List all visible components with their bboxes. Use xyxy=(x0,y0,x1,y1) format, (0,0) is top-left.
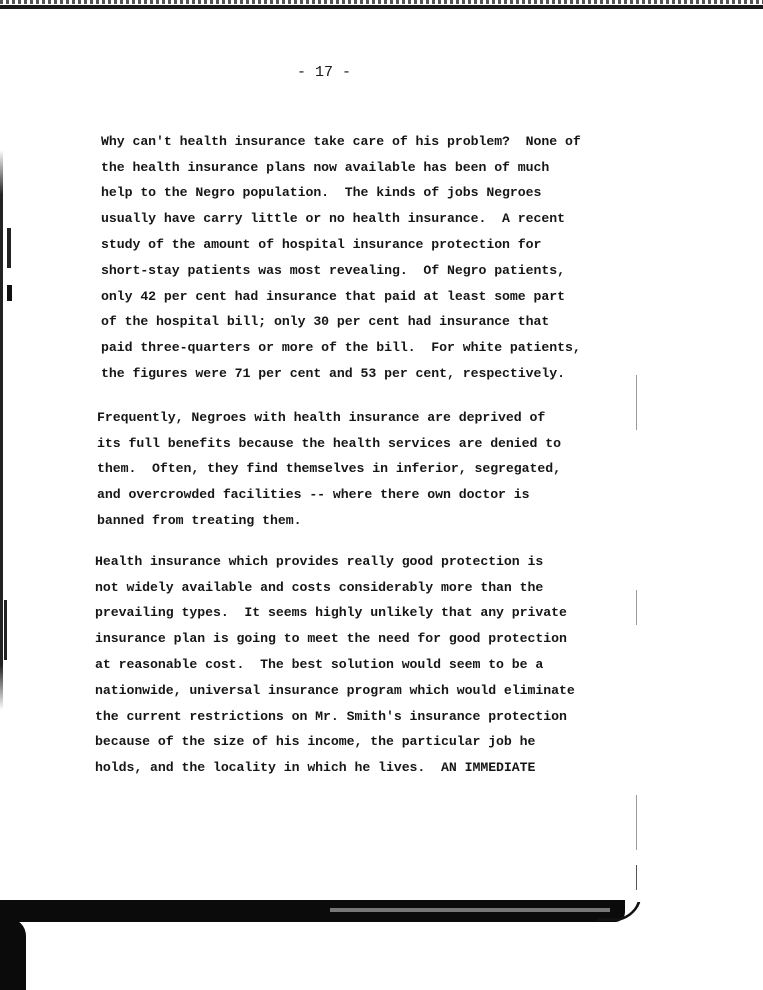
scan-right-mark xyxy=(636,375,637,430)
text-line: the figures were 71 per cent and 53 per cent, respectively. xyxy=(101,365,565,381)
text-line: the health insurance plans now available has been of much xyxy=(101,159,550,175)
paragraph-benefits-denied xyxy=(97,379,561,534)
text-line: Frequently, Negroes with health insurance are deprived of xyxy=(97,409,546,425)
scan-bottom-light-streak xyxy=(330,908,610,912)
text-line: banned from treating them. xyxy=(97,512,302,528)
text-line: Why can't health insurance take care of his problem? None of xyxy=(101,133,581,149)
scan-bottom-curl xyxy=(597,902,641,921)
scan-top-dashes xyxy=(0,0,763,4)
text-line: short-stay patients was most revealing. Of Negro patients, xyxy=(101,262,565,278)
text-line: paid three-quarters or more of the bill. For white patients, xyxy=(101,340,581,356)
paragraph-universal-insurance xyxy=(95,523,575,781)
text-line: its full benefits because the health services are denied to xyxy=(97,435,561,451)
scan-top-rule xyxy=(0,5,763,9)
scan-right-mark xyxy=(636,795,637,850)
page-number: - 17 - xyxy=(297,64,352,81)
scan-right-mark xyxy=(636,590,637,625)
text-line: help to the Negro population. The kinds of jobs Negroes xyxy=(101,185,542,201)
text-line: holds, and the locality in which he lives. AN IMMEDIATE xyxy=(95,760,536,776)
text-line: them. Often, they find themselves in inferior, segregated, xyxy=(97,461,561,477)
scan-bottom-band xyxy=(0,900,763,990)
scan-bottom-left-corner xyxy=(0,918,26,990)
text-line: and overcrowded facilities -- where there own doctor is xyxy=(97,487,530,503)
paragraph-health-insurance-problem xyxy=(101,103,581,387)
text-line: insurance plan is going to meet the need for good protection xyxy=(95,631,567,647)
scan-left-edge xyxy=(0,150,3,710)
scan-left-mark xyxy=(7,285,12,301)
scan-right-mark xyxy=(636,865,637,890)
text-line: Health insurance which provides really good protection is xyxy=(95,553,544,569)
text-line: the current restrictions on Mr. Smith's insurance protection xyxy=(95,708,567,724)
scan-left-mark xyxy=(7,228,11,268)
text-line: at reasonable cost. The best solution would seem to be a xyxy=(95,656,544,672)
scan-left-mark xyxy=(4,600,7,660)
text-line: not widely available and costs considerably more than the xyxy=(95,579,544,595)
text-line: study of the amount of hospital insurance protection for xyxy=(101,236,542,252)
text-line: nationwide, universal insurance program which would eliminate xyxy=(95,682,575,698)
text-line: of the hospital bill; only 30 per cent had insurance that xyxy=(101,314,550,330)
text-line: because of the size of his income, the particular job he xyxy=(95,734,536,750)
text-line: prevailing types. It seems highly unlikely that any private xyxy=(95,605,567,621)
text-line: usually have carry little or no health insurance. A recent xyxy=(101,211,565,227)
text-line: only 42 per cent had insurance that paid at least some part xyxy=(101,288,565,304)
